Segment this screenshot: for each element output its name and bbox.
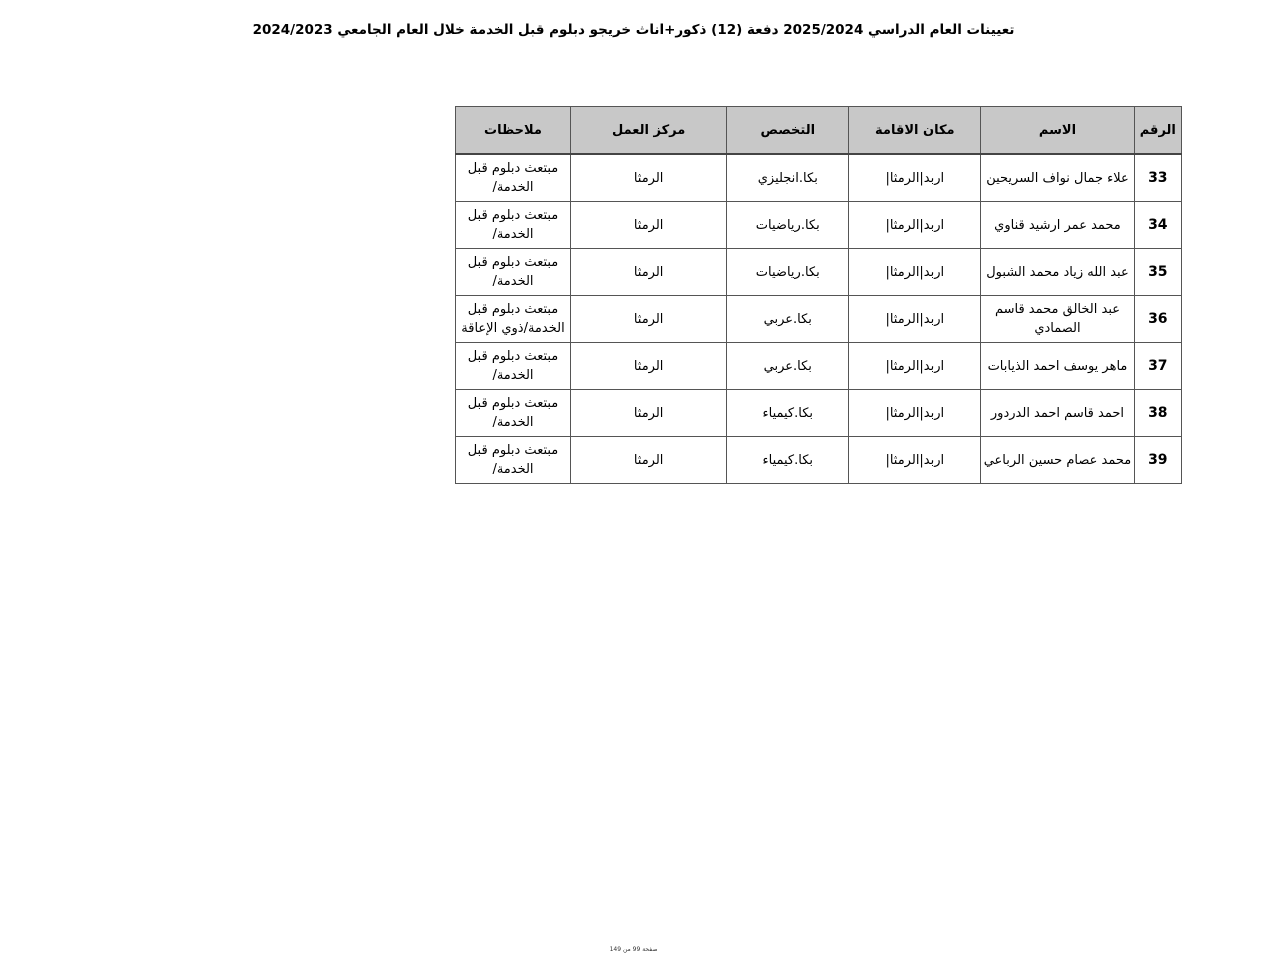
cell-work-center: الرمثا: [570, 343, 726, 390]
table-row: [456, 202, 1182, 249]
cell-notes: مبتعث دبلوم قبل الخدمة/: [456, 437, 571, 484]
cell-num: 35: [1134, 249, 1181, 296]
header-residence: مكان الاقامة: [849, 107, 981, 155]
cell-residence: اربد|الرمثا|: [849, 249, 981, 296]
cell-work-center: الرمثا: [570, 296, 726, 343]
cell-specialization: بكا.كيمياء: [727, 437, 849, 484]
cell-num: 36: [1134, 296, 1181, 343]
cell-notes: مبتعث دبلوم قبل الخدمة/: [456, 154, 571, 202]
cell-residence: اربد|الرمثا|: [849, 343, 981, 390]
table-row: [456, 437, 1182, 484]
table-row: [456, 249, 1182, 296]
cell-name: ماهر يوسف احمد الذيابات: [981, 343, 1134, 390]
header-specialization: التخصص: [727, 107, 849, 155]
table-row: [456, 154, 1182, 202]
cell-residence: اربد|الرمثا|: [849, 154, 981, 202]
cell-num: 38: [1134, 390, 1181, 437]
cell-specialization: بكا.رياضيات: [727, 202, 849, 249]
table-header-row: [456, 107, 1182, 155]
cell-name: محمد عصام حسين الرباعي: [981, 437, 1134, 484]
cell-name: محمد عمر ارشيد قناوي: [981, 202, 1134, 249]
cell-notes: مبتعث دبلوم قبل الخدمة/ذوي الإعاقة: [456, 296, 571, 343]
cell-name: احمد قاسم احمد الدردور: [981, 390, 1134, 437]
cell-residence: اربد|الرمثا|: [849, 390, 981, 437]
cell-residence: اربد|الرمثا|: [849, 202, 981, 249]
cell-specialization: بكا.كيمياء: [727, 390, 849, 437]
table-row: [456, 343, 1182, 390]
cell-notes: مبتعث دبلوم قبل الخدمة/: [456, 390, 571, 437]
cell-specialization: بكا.عربي: [727, 296, 849, 343]
header-num: الرقم: [1134, 107, 1181, 155]
table-row: [456, 296, 1182, 343]
cell-notes: مبتعث دبلوم قبل الخدمة/: [456, 202, 571, 249]
cell-work-center: الرمثا: [570, 202, 726, 249]
cell-residence: اربد|الرمثا|: [849, 437, 981, 484]
header-work-center: مركز العمل: [570, 107, 726, 155]
cell-work-center: الرمثا: [570, 154, 726, 202]
cell-name: عبد الخالق محمد قاسم الصمادي: [981, 296, 1134, 343]
page-title: تعيينات العام الدراسي 2025/2024 دفعة (12) ذكور+اناث خريجو دبلوم قبل الخدمة خلال العام الجامعي 2024/2023: [252, 22, 1015, 38]
cell-num: 34: [1134, 202, 1181, 249]
appointments-table: [455, 106, 1182, 484]
cell-num: 33: [1134, 154, 1181, 202]
cell-notes: مبتعث دبلوم قبل الخدمة/: [456, 343, 571, 390]
cell-work-center: الرمثا: [570, 390, 726, 437]
cell-name: عبد الله زياد محمد الشبول: [981, 249, 1134, 296]
cell-num: 37: [1134, 343, 1181, 390]
table-row: [456, 390, 1182, 437]
cell-num: 39: [1134, 437, 1181, 484]
cell-specialization: بكا.عربي: [727, 343, 849, 390]
cell-specialization: بكا.رياضيات: [727, 249, 849, 296]
cell-work-center: الرمثا: [570, 249, 726, 296]
cell-specialization: بكا.انجليزي: [727, 154, 849, 202]
cell-name: علاء جمال نواف السريحين: [981, 154, 1134, 202]
page-footer: صفحة 99 من 149: [609, 946, 658, 953]
cell-notes: مبتعث دبلوم قبل الخدمة/: [456, 249, 571, 296]
cell-residence: اربد|الرمثا|: [849, 296, 981, 343]
header-notes: ملاحظات: [456, 107, 571, 155]
header-name: الاسم: [981, 107, 1134, 155]
cell-work-center: الرمثا: [570, 437, 726, 484]
